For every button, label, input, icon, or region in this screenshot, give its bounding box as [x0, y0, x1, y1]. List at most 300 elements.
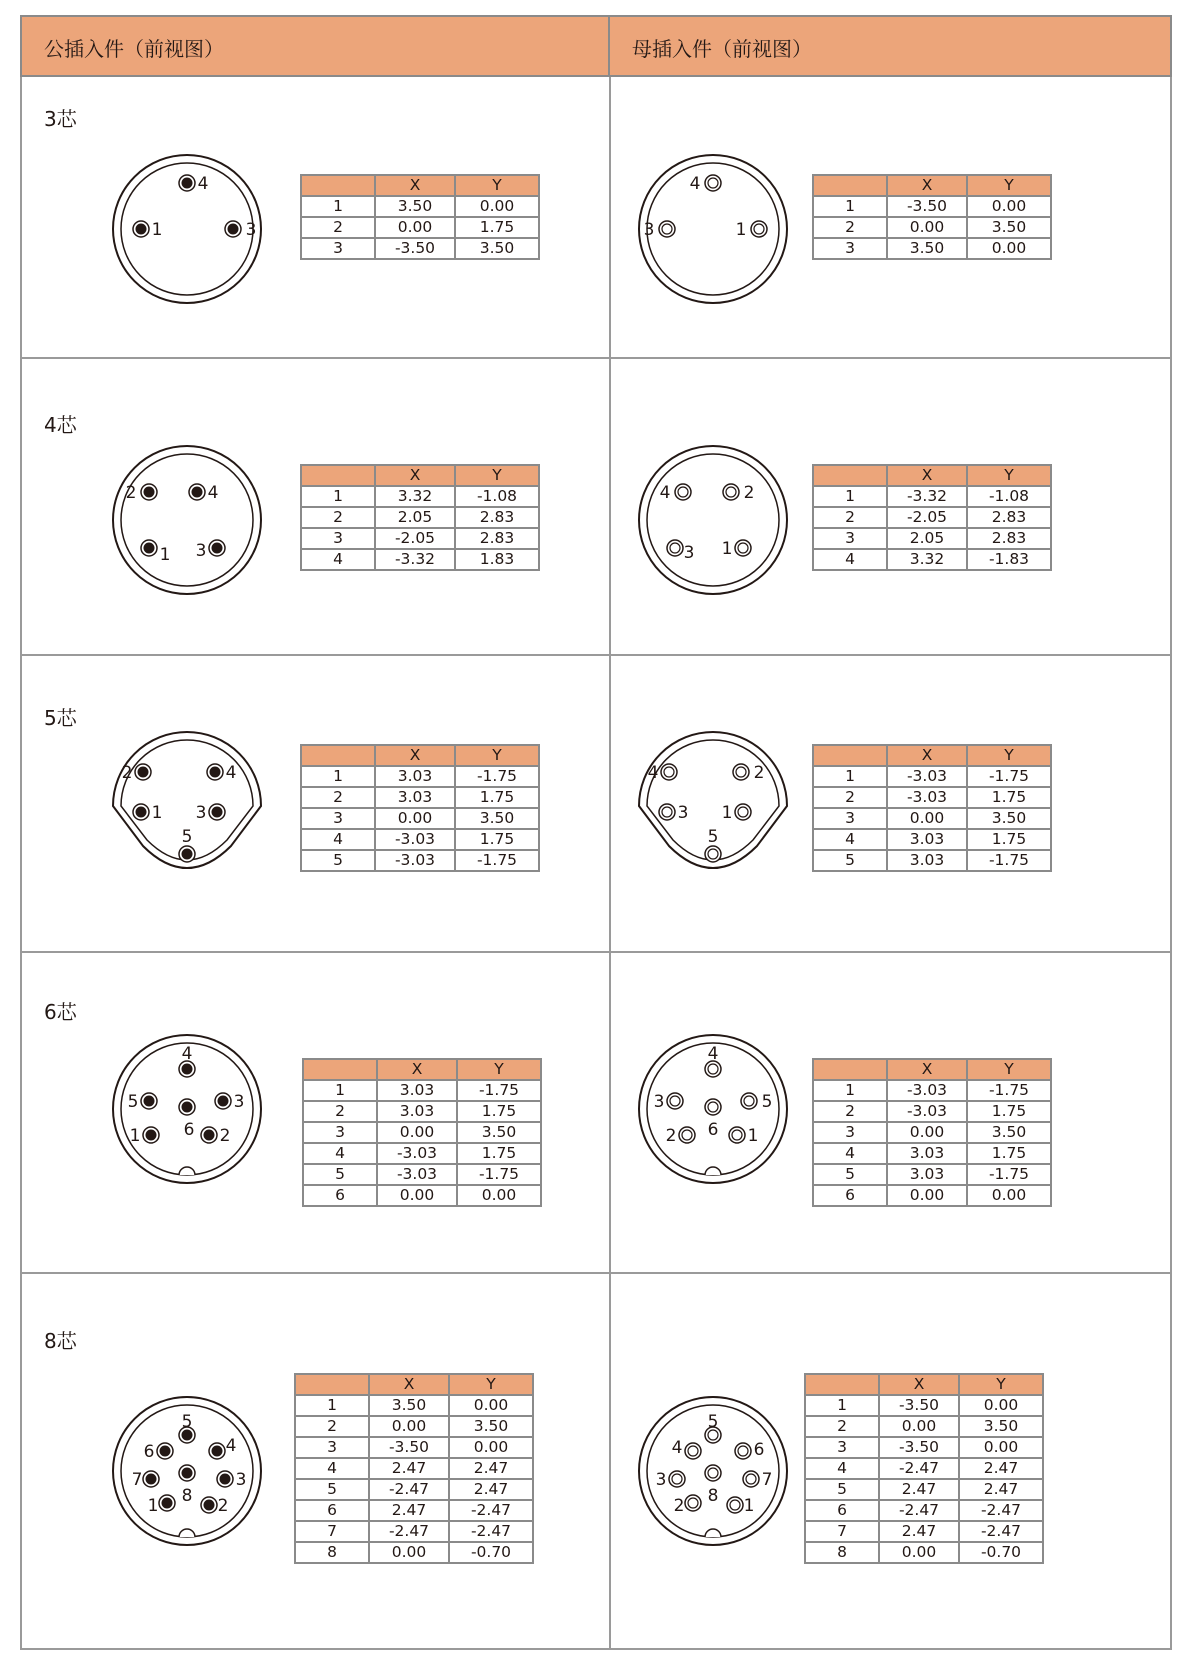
x-value-cell: 3.03 — [375, 766, 455, 787]
header-female — [608, 15, 1172, 77]
table-header-row — [813, 745, 1051, 766]
pin-number-cell: 1 — [813, 766, 887, 787]
x-value-cell: 0.00 — [369, 1416, 449, 1437]
table-header-row — [805, 1374, 1043, 1395]
pin-4-socket-core — [688, 1446, 698, 1456]
table-row — [813, 528, 1051, 549]
header-y-cell: Y — [967, 175, 1051, 196]
pin-3-socket-core — [672, 1474, 682, 1484]
header-x-cell: X — [377, 1059, 457, 1080]
x-value-cell: 3.32 — [887, 549, 967, 570]
x-value-cell: 2.47 — [879, 1521, 959, 1542]
pin-1-contact-core — [136, 224, 147, 235]
pin-number-cell: 4 — [301, 829, 375, 850]
pin-2-contact-core — [204, 1130, 215, 1141]
table-row — [303, 1101, 541, 1122]
y-value-cell: 1.75 — [967, 829, 1051, 850]
pin-6-socket-core — [738, 1446, 748, 1456]
pin-2-label: 2 — [673, 1496, 685, 1516]
x-value-cell: 2.05 — [887, 528, 967, 549]
header-x-cell: X — [887, 175, 967, 196]
header-blank-cell — [813, 465, 887, 486]
pin-number-cell: 3 — [813, 528, 887, 549]
x-value-cell: 0.00 — [887, 808, 967, 829]
y-value-cell: -1.75 — [967, 850, 1051, 871]
pin-1-socket-core — [732, 1130, 742, 1140]
table-row — [301, 787, 539, 808]
pin-number-cell: 2 — [813, 787, 887, 808]
pin-3-label: 3 — [233, 1092, 245, 1112]
pin-8-contact-core — [182, 1468, 193, 1479]
x-value-cell: 3.50 — [369, 1395, 449, 1416]
pin-number-cell: 2 — [813, 507, 887, 528]
table-row — [301, 829, 539, 850]
pin-1-label: 1 — [129, 1126, 141, 1146]
grid-line-middle — [609, 77, 611, 1650]
header-y-cell: Y — [967, 1059, 1051, 1080]
pin-3-label: 3 — [683, 543, 695, 563]
grid-line-row2 — [20, 654, 1172, 656]
table-row — [303, 1143, 541, 1164]
grid-line-row1 — [20, 357, 1172, 359]
table-row — [295, 1542, 533, 1563]
pin-number-cell: 5 — [301, 850, 375, 871]
y-value-cell: -0.70 — [959, 1542, 1043, 1563]
row-label-5: 5芯 — [44, 706, 77, 730]
table-header-row — [813, 1059, 1051, 1080]
pin-number-cell: 2 — [303, 1101, 377, 1122]
y-value-cell: 3.50 — [455, 238, 539, 259]
pin-7-label: 7 — [131, 1470, 143, 1490]
pin-2-socket-core — [726, 487, 736, 497]
y-value-cell: -1.75 — [967, 766, 1051, 787]
coord-table-male-2 — [300, 744, 540, 872]
row-label-6: 6芯 — [44, 1000, 77, 1024]
table-row — [295, 1416, 533, 1437]
pin-number-cell: 8 — [295, 1542, 369, 1563]
pin-5-socket-core — [708, 849, 718, 859]
y-value-cell: 1.83 — [455, 549, 539, 570]
header-blank-cell — [813, 745, 887, 766]
pin-5-label: 5 — [181, 827, 193, 847]
x-value-cell: -3.03 — [375, 850, 455, 871]
pin-number-cell: 1 — [295, 1395, 369, 1416]
coord-table-male-0 — [300, 174, 540, 260]
x-value-cell: 2.47 — [369, 1458, 449, 1479]
connector-diagram-male-0 — [92, 134, 282, 324]
header-y-cell: Y — [959, 1374, 1043, 1395]
pin-5-label: 5 — [181, 1412, 193, 1432]
pin-4-label: 4 — [707, 1044, 719, 1064]
y-value-cell: -2.47 — [449, 1500, 533, 1521]
pin-3-contact-core — [212, 543, 223, 554]
table-row — [303, 1164, 541, 1185]
pin-4-label: 4 — [659, 483, 671, 503]
pin-5-contact-core — [144, 1096, 155, 1107]
y-value-cell: 3.50 — [967, 808, 1051, 829]
x-value-cell: 3.03 — [887, 829, 967, 850]
x-value-cell: 3.03 — [887, 1143, 967, 1164]
table-row — [805, 1437, 1043, 1458]
coord-table-male-3 — [302, 1058, 542, 1207]
y-value-cell: -1.75 — [457, 1164, 541, 1185]
keying-notch — [179, 1529, 195, 1537]
pin-number-cell: 4 — [303, 1143, 377, 1164]
pin-1-socket-core — [754, 224, 764, 234]
pin-number-cell: 7 — [295, 1521, 369, 1542]
x-value-cell: 3.50 — [887, 238, 967, 259]
pin-2-socket-core — [688, 1498, 698, 1508]
header-x-cell: X — [887, 465, 967, 486]
x-value-cell: -3.03 — [887, 766, 967, 787]
connector-diagram-male-2 — [92, 711, 282, 901]
header-blank-cell — [805, 1374, 879, 1395]
header-blank-cell — [301, 175, 375, 196]
header-blank-cell — [295, 1374, 369, 1395]
x-value-cell: 3.32 — [375, 486, 455, 507]
table-row — [295, 1521, 533, 1542]
pin-1-label: 1 — [743, 1496, 755, 1516]
table-row — [813, 196, 1051, 217]
table-header-row — [301, 465, 539, 486]
y-value-cell: 1.75 — [967, 1143, 1051, 1164]
header-x-cell: X — [887, 1059, 967, 1080]
y-value-cell: 1.75 — [457, 1101, 541, 1122]
header-y-cell: Y — [457, 1059, 541, 1080]
x-value-cell: -3.03 — [375, 829, 455, 850]
table-row — [813, 1164, 1051, 1185]
pin-3-socket-core — [662, 224, 672, 234]
coord-table-male-4 — [294, 1373, 534, 1564]
y-value-cell: -1.08 — [967, 486, 1051, 507]
table-row — [813, 1143, 1051, 1164]
pin-3-label: 3 — [643, 220, 655, 240]
pin-number-cell: 3 — [813, 1122, 887, 1143]
pin-8-label: 8 — [707, 1486, 719, 1506]
table-row — [295, 1500, 533, 1521]
x-value-cell: -2.47 — [879, 1500, 959, 1521]
x-value-cell: 2.05 — [375, 507, 455, 528]
pin-number-cell: 4 — [805, 1458, 879, 1479]
pin-1-contact-core — [136, 807, 147, 818]
pin-7-contact-core — [146, 1474, 157, 1485]
y-value-cell: -0.70 — [449, 1542, 533, 1563]
y-value-cell: 3.50 — [455, 808, 539, 829]
pin-number-cell: 4 — [813, 1143, 887, 1164]
pin-1-label: 1 — [721, 803, 733, 823]
pin-7-label: 7 — [761, 1470, 773, 1490]
table-row — [813, 1122, 1051, 1143]
y-value-cell: 0.00 — [959, 1395, 1043, 1416]
pin-2-label: 2 — [753, 763, 765, 783]
pin-3-socket-core — [670, 543, 680, 553]
connector-outline — [639, 446, 787, 594]
table-row — [295, 1458, 533, 1479]
y-value-cell: 2.47 — [959, 1458, 1043, 1479]
x-value-cell: -2.47 — [369, 1521, 449, 1542]
pin-1-contact-core — [162, 1498, 173, 1509]
pin-number-cell: 2 — [295, 1416, 369, 1437]
pin-4-contact-core — [210, 767, 221, 778]
pin-4-contact-core — [192, 487, 203, 498]
pin-1-contact-core — [146, 1130, 157, 1141]
pin-6-contact-core — [182, 1102, 193, 1113]
header-y-cell: Y — [455, 465, 539, 486]
y-value-cell: 3.50 — [959, 1416, 1043, 1437]
pin-number-cell: 4 — [301, 549, 375, 570]
pin-2-contact-core — [144, 487, 155, 498]
pin-number-cell: 6 — [813, 1185, 887, 1206]
y-value-cell: -1.75 — [457, 1080, 541, 1101]
y-value-cell: -1.75 — [967, 1164, 1051, 1185]
y-value-cell: 2.47 — [959, 1479, 1043, 1500]
y-value-cell: -2.47 — [959, 1500, 1043, 1521]
x-value-cell: -3.50 — [369, 1437, 449, 1458]
y-value-cell: 2.83 — [967, 528, 1051, 549]
table-row — [813, 1101, 1051, 1122]
table-row — [805, 1395, 1043, 1416]
header-blank-cell — [813, 1059, 887, 1080]
x-value-cell: 0.00 — [375, 217, 455, 238]
pin-number-cell: 2 — [301, 217, 375, 238]
pin-3-label: 3 — [235, 1470, 247, 1490]
pin-number-cell: 3 — [303, 1122, 377, 1143]
pin-number-cell: 3 — [813, 238, 887, 259]
y-value-cell: 0.00 — [967, 196, 1051, 217]
y-value-cell: 2.47 — [449, 1458, 533, 1479]
pin-number-cell: 6 — [295, 1500, 369, 1521]
x-value-cell: -2.47 — [879, 1458, 959, 1479]
header-x-cell: X — [375, 745, 455, 766]
pin-number-cell: 4 — [813, 549, 887, 570]
table-row — [303, 1080, 541, 1101]
x-value-cell: -3.32 — [887, 486, 967, 507]
y-value-cell: 1.75 — [457, 1143, 541, 1164]
table-row — [813, 217, 1051, 238]
x-value-cell: 2.47 — [879, 1479, 959, 1500]
pin-4-label: 4 — [689, 174, 701, 194]
pin-2-label: 2 — [121, 763, 133, 783]
x-value-cell: 0.00 — [377, 1122, 457, 1143]
pin-2-label: 2 — [665, 1126, 677, 1146]
pin-number-cell: 5 — [813, 850, 887, 871]
pin-2-socket-core — [682, 1130, 692, 1140]
row-label-8: 8芯 — [44, 1329, 77, 1353]
table-row — [301, 528, 539, 549]
pin-6-label: 6 — [143, 1442, 155, 1462]
table-row — [295, 1437, 533, 1458]
table-row — [295, 1395, 533, 1416]
table-row — [301, 549, 539, 570]
y-value-cell: 2.47 — [449, 1479, 533, 1500]
pin-5-contact-core — [182, 849, 193, 860]
x-value-cell: -3.50 — [887, 196, 967, 217]
y-value-cell: 1.75 — [455, 787, 539, 808]
x-value-cell: 3.03 — [887, 1164, 967, 1185]
x-value-cell: -2.05 — [887, 507, 967, 528]
table-row — [303, 1122, 541, 1143]
table-row — [805, 1458, 1043, 1479]
pin-3-label: 3 — [677, 803, 689, 823]
y-value-cell: 0.00 — [449, 1437, 533, 1458]
pin-3-contact-core — [218, 1096, 229, 1107]
y-value-cell: 3.50 — [967, 1122, 1051, 1143]
pin-4-label: 4 — [225, 1436, 237, 1456]
connector-outline — [113, 446, 261, 594]
x-value-cell: 0.00 — [879, 1542, 959, 1563]
x-value-cell: -2.05 — [375, 528, 455, 549]
x-value-cell: 2.47 — [369, 1500, 449, 1521]
pin-8-socket-core — [708, 1468, 718, 1478]
y-value-cell: 0.00 — [449, 1395, 533, 1416]
pin-1-label: 1 — [747, 1126, 759, 1146]
header-y-cell: Y — [449, 1374, 533, 1395]
coord-table-female-1 — [812, 464, 1052, 571]
header-y-cell: Y — [455, 175, 539, 196]
x-value-cell: 3.03 — [377, 1080, 457, 1101]
y-value-cell: 3.50 — [449, 1416, 533, 1437]
pin-3-label: 3 — [653, 1092, 665, 1112]
row-label-3: 3芯 — [44, 107, 77, 131]
y-value-cell: 3.50 — [967, 217, 1051, 238]
header-x-cell: X — [369, 1374, 449, 1395]
grid-line-left — [20, 77, 22, 1650]
table-row — [295, 1479, 533, 1500]
table-header-row — [295, 1374, 533, 1395]
row-label-4: 4芯 — [44, 413, 77, 437]
y-value-cell: 1.75 — [455, 217, 539, 238]
keying-notch — [705, 1167, 721, 1175]
x-value-cell: 0.00 — [879, 1416, 959, 1437]
table-row — [303, 1185, 541, 1206]
x-value-cell: 0.00 — [369, 1542, 449, 1563]
pin-3-label: 3 — [195, 803, 207, 823]
x-value-cell: -3.03 — [887, 787, 967, 808]
pin-4-contact-core — [212, 1446, 223, 1457]
table-row — [301, 507, 539, 528]
pin-6-label: 6 — [183, 1120, 195, 1140]
header-y-cell: Y — [455, 745, 539, 766]
pin-1-label: 1 — [159, 545, 171, 565]
y-value-cell: 0.00 — [959, 1437, 1043, 1458]
pin-number-cell: 3 — [813, 808, 887, 829]
x-value-cell: -3.03 — [887, 1101, 967, 1122]
pin-number-cell: 2 — [813, 1101, 887, 1122]
pin-2-socket-core — [736, 767, 746, 777]
grid-line-bottom — [20, 1648, 1172, 1650]
pin-5-label: 5 — [761, 1092, 773, 1112]
pin-3-label: 3 — [195, 541, 207, 561]
table-row — [813, 1185, 1051, 1206]
x-value-cell: 3.50 — [375, 196, 455, 217]
pin-6-label: 6 — [753, 1440, 765, 1460]
header-x-cell: X — [879, 1374, 959, 1395]
table-row — [813, 507, 1051, 528]
pin-2-label: 2 — [125, 483, 137, 503]
y-value-cell: 2.83 — [967, 507, 1051, 528]
y-value-cell: -1.75 — [455, 850, 539, 871]
table-row — [301, 808, 539, 829]
x-value-cell: -3.32 — [375, 549, 455, 570]
connector-diagram-female-0 — [618, 134, 808, 324]
pin-number-cell: 6 — [805, 1500, 879, 1521]
y-value-cell: 0.00 — [967, 238, 1051, 259]
y-value-cell: 2.83 — [455, 507, 539, 528]
x-value-cell: 3.03 — [377, 1101, 457, 1122]
pin-number-cell: 2 — [301, 507, 375, 528]
table-row — [301, 766, 539, 787]
header-blank-cell — [301, 745, 375, 766]
header-male — [20, 15, 610, 77]
y-value-cell: 1.75 — [455, 829, 539, 850]
y-value-cell: -1.08 — [455, 486, 539, 507]
pin-4-label: 4 — [197, 174, 209, 194]
x-value-cell: -3.50 — [879, 1395, 959, 1416]
pin-4-label: 4 — [181, 1044, 193, 1064]
y-value-cell: -2.47 — [959, 1521, 1043, 1542]
header-y-cell: Y — [967, 745, 1051, 766]
pin-4-socket-core — [664, 767, 674, 777]
pin-number-cell: 5 — [813, 1164, 887, 1185]
pin-6-contact-core — [160, 1446, 171, 1457]
y-value-cell: 2.83 — [455, 528, 539, 549]
table-row — [805, 1542, 1043, 1563]
connector-diagram-female-2 — [618, 711, 808, 901]
keying-notch — [705, 1529, 721, 1537]
pin-number-cell: 1 — [805, 1395, 879, 1416]
x-value-cell: -3.03 — [377, 1143, 457, 1164]
pin-number-cell: 2 — [301, 787, 375, 808]
table-row — [301, 238, 539, 259]
pin-number-cell: 4 — [813, 829, 887, 850]
pin-3-socket-core — [662, 807, 672, 817]
pin-3-socket-core — [670, 1096, 680, 1106]
pin-4-label: 4 — [647, 763, 659, 783]
table-row — [813, 1080, 1051, 1101]
header-x-cell: X — [375, 175, 455, 196]
coord-table-female-4 — [804, 1373, 1044, 1564]
x-value-cell: 0.00 — [377, 1185, 457, 1206]
coord-table-female-2 — [812, 744, 1052, 872]
header-blank-cell — [303, 1059, 377, 1080]
table-row — [805, 1479, 1043, 1500]
y-value-cell: 0.00 — [457, 1185, 541, 1206]
connector-diagram-female-3 — [618, 1014, 808, 1204]
table-row — [301, 850, 539, 871]
pin-6-socket-core — [708, 1102, 718, 1112]
pin-4-contact-core — [182, 178, 193, 189]
pin-2-contact-core — [138, 767, 149, 778]
x-value-cell: -3.50 — [879, 1437, 959, 1458]
pin-8-label: 8 — [181, 1486, 193, 1506]
coord-table-male-1 — [300, 464, 540, 571]
pin-number-cell: 3 — [295, 1437, 369, 1458]
connector-inner-outline — [121, 454, 253, 586]
pin-number-cell: 1 — [301, 766, 375, 787]
x-value-cell: -3.50 — [375, 238, 455, 259]
grid-line-row4 — [20, 1272, 1172, 1274]
female-insert-title: 母插入件（前视图） — [632, 37, 812, 61]
connector-diagram-male-3 — [92, 1014, 282, 1204]
pin-1-label: 1 — [721, 539, 733, 559]
table-row — [813, 808, 1051, 829]
y-value-cell: 1.75 — [967, 787, 1051, 808]
y-value-cell: -1.75 — [455, 766, 539, 787]
pin-3-label: 3 — [245, 220, 257, 240]
x-value-cell: 0.00 — [887, 1122, 967, 1143]
table-header-row — [303, 1059, 541, 1080]
keying-notch — [179, 1167, 195, 1175]
